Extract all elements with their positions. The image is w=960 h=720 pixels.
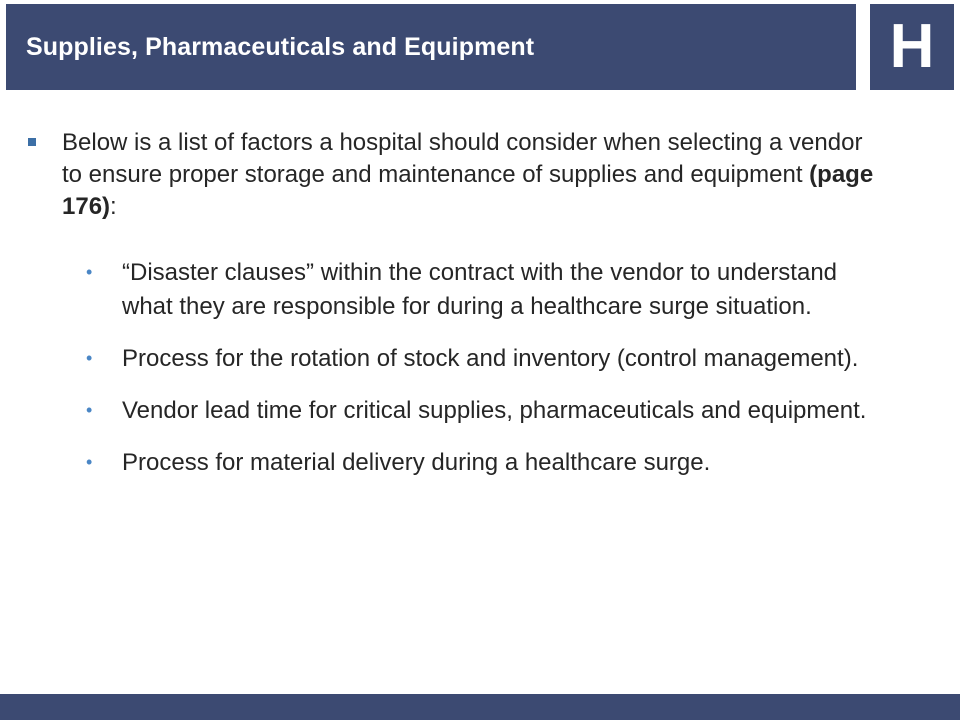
list-item [86,446,886,480]
intro-suffix: : [110,193,117,220]
list-item-text: Process for the rotation of stock and inventory (control management). [122,345,859,372]
square-bullet-icon [28,138,36,146]
title-bar [6,4,856,90]
list-item [86,256,886,324]
list-item-text: Vendor lead time for critical supplies, pharmaceuticals and equipment. [122,397,867,424]
intro-body: Below is a list of factors a hospital should consider when selecting a vendor to ensure proper storage and maintenance of supplies and equipment [62,129,863,188]
intro-paragraph [28,127,908,223]
list-item [86,394,886,428]
list-item-text: Process for material delivery during a healthcare surge. [122,449,711,476]
intro-text [62,127,882,223]
bullet-dot-icon: • [86,262,93,282]
footer-bar [0,694,960,720]
slide-title: Supplies, Pharmaceuticals and Equipment [26,32,535,61]
hospital-logo [870,4,954,90]
bullet-dot-icon: • [86,452,93,472]
page-reference: (page 176) [62,161,874,220]
bullet-dot-icon: • [86,400,93,420]
logo-letter: H [889,12,935,81]
factor-list [86,256,886,498]
list-item-text: “Disaster clauses” within the contract with the vendor to understand what they are responsible for during a healthcare surge situation. [122,259,838,320]
bullet-dot-icon: • [86,348,93,368]
list-item [86,342,886,376]
